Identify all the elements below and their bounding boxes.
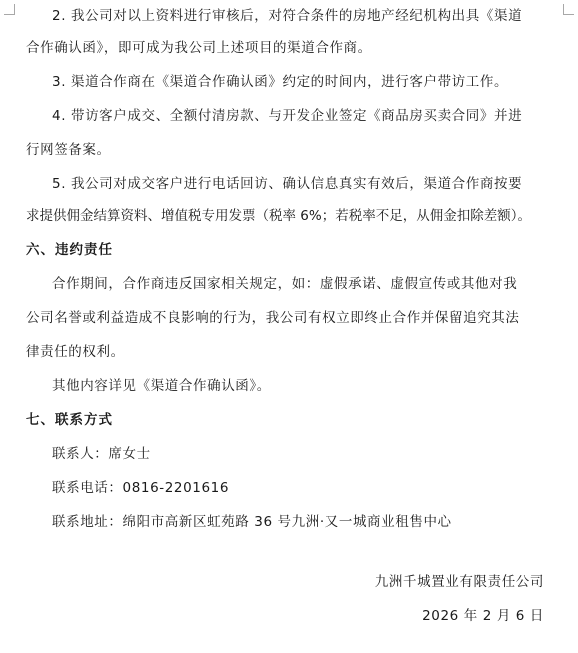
contact-address: 联系地址：绵阳市高新区虹苑路 36 号九洲·又一城商业租售中心 [52,514,452,530]
signature-company: 九洲千城置业有限责任公司 [374,574,544,590]
signature-date: 2026 年 2 月 6 日 [422,608,544,624]
section-7-heading: 七、联系方式 [26,412,113,428]
section-6-paragraph-line-2: 公司名誉或利益造成不良影响的行为，我公司有权立即终止合作并保留追究其法 [26,310,520,326]
item-2-line-2: 合作确认函》，即可成为我公司上述项目的渠道合作商。 [26,40,372,56]
section-6-heading: 六、违约责任 [26,242,113,258]
contact-phone: 联系电话：0816-2201616 [52,480,230,496]
item-2-line-1: 2. 我公司对以上资料进行审核后，对符合条件的房地产经纪机构出具《渠道 [52,8,523,24]
crop-mark-top-right [563,4,574,15]
section-6-other-note: 其他内容详见《渠道合作确认函》。 [52,378,271,394]
crop-mark-top-left [4,4,15,15]
section-6-paragraph-line-3: 律责任的权利。 [26,344,125,360]
section-6-paragraph-line-1: 合作期间，合作商违反国家相关规定，如：虚假承诺、虚假宣传或其他对我 [52,276,518,292]
item-3-line-1: 3. 渠道合作商在《渠道合作确认函》约定的时间内，进行客户带访工作。 [52,74,509,90]
item-4-line-1: 4. 带访客户成交、全额付清房款、与开发企业签定《商品房买卖合同》并进 [52,108,523,124]
contact-person: 联系人：席女士 [52,446,151,462]
item-5-line-2: 求提供佣金结算资料、增值税专用发票（税率 6%；若税率不足，从佣金扣除差额）。 [26,208,531,224]
item-4-line-2: 行网签备案。 [26,142,111,158]
item-5-line-1: 5. 我公司对成交客户进行电话回访、确认信息真实有效后，渠道合作商按要 [52,176,523,192]
